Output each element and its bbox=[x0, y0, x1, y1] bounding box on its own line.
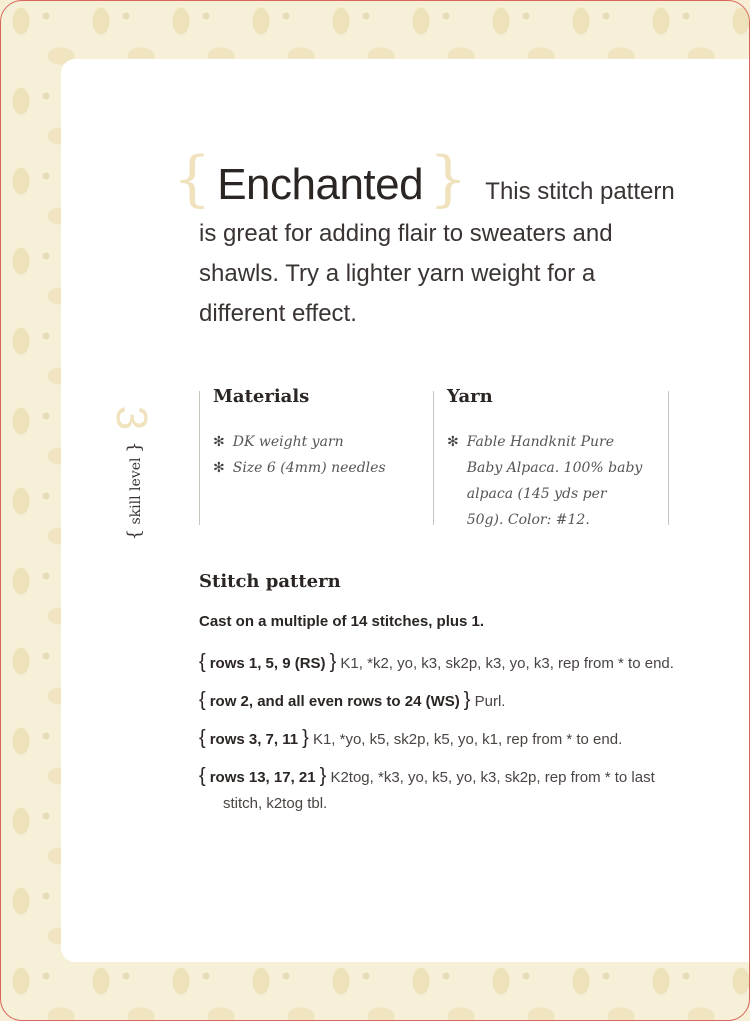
title-close-brace: } bbox=[429, 144, 468, 214]
asterisk-icon: ✻ bbox=[447, 434, 459, 450]
pattern-row bbox=[199, 725, 679, 753]
row-label: rows 13, 17, 21 bbox=[209, 769, 316, 786]
row-label: rows 1, 5, 9 (RS) bbox=[209, 655, 326, 672]
row-close-brace: } bbox=[319, 765, 327, 787]
row-instruction: Purl. bbox=[474, 693, 506, 710]
column-divider-right bbox=[668, 391, 669, 525]
row-close-brace: } bbox=[302, 727, 309, 749]
intro-text-inline: This stitch pattern bbox=[485, 178, 675, 205]
yarn-section bbox=[447, 386, 647, 533]
cast-on-instruction: Cast on a multiple of 14 stitches, plus 1. bbox=[199, 613, 485, 630]
skill-level-label bbox=[124, 436, 144, 546]
yarn-heading: Yarn bbox=[447, 386, 493, 407]
materials-list bbox=[213, 429, 418, 481]
intro-text: is great for adding flair to sweaters and shawls. Try a lighter yarn weight for a different effect. bbox=[199, 220, 613, 327]
row-close-brace: } bbox=[329, 651, 337, 673]
pattern-title: Enchanted bbox=[217, 160, 424, 209]
title-line bbox=[173, 144, 675, 214]
row-open-brace: { bbox=[199, 765, 206, 787]
title-open-brace: { bbox=[173, 144, 212, 214]
row-instruction: K1, *yo, k5, sk2p, k5, yo, k1, rep from * to end. bbox=[312, 731, 623, 748]
skill-label-text: skill level bbox=[128, 457, 144, 525]
pattern-row bbox=[199, 763, 679, 817]
list-item: ✻ DK weight yarn bbox=[213, 429, 418, 455]
asterisk-icon: ✻ bbox=[213, 460, 225, 476]
row-close-brace: } bbox=[463, 689, 471, 711]
row-instruction: K2tog, *k3, yo, k5, yo, k3, sk2p, rep from * to last stitch, k2tog tbl. bbox=[223, 769, 655, 812]
stitch-rows bbox=[199, 649, 679, 827]
title-block bbox=[173, 144, 675, 334]
skill-level-number: 3 bbox=[107, 405, 156, 431]
skill-close-brace: } bbox=[124, 441, 145, 454]
row-open-brace: { bbox=[199, 689, 206, 711]
pattern-row bbox=[199, 649, 679, 677]
column-divider-left bbox=[199, 391, 200, 525]
pattern-row bbox=[199, 687, 679, 715]
materials-heading: Materials bbox=[213, 386, 310, 407]
list-item: ✻ Size 6 (4mm) needles bbox=[213, 455, 418, 481]
stitch-pattern-heading: Stitch pattern bbox=[199, 571, 341, 592]
row-open-brace: { bbox=[199, 727, 206, 749]
row-label: row 2, and all even rows to 24 (WS) bbox=[209, 693, 460, 710]
column-divider-middle bbox=[433, 391, 434, 525]
skill-open-brace: { bbox=[124, 528, 145, 541]
materials-section bbox=[213, 386, 418, 481]
asterisk-icon: ✻ bbox=[213, 434, 225, 450]
list-item: ✻ Fable Handknit Pure Baby Alpaca. 100% baby alpaca (145 yds per 50g). Color: #12. bbox=[447, 429, 647, 533]
row-label: rows 3, 7, 11 bbox=[209, 731, 299, 748]
row-instruction: K1, *k2, yo, k3, sk2p, k3, yo, k3, rep from * to end. bbox=[340, 655, 674, 672]
row-open-brace: { bbox=[199, 651, 206, 673]
yarn-list bbox=[447, 429, 647, 533]
